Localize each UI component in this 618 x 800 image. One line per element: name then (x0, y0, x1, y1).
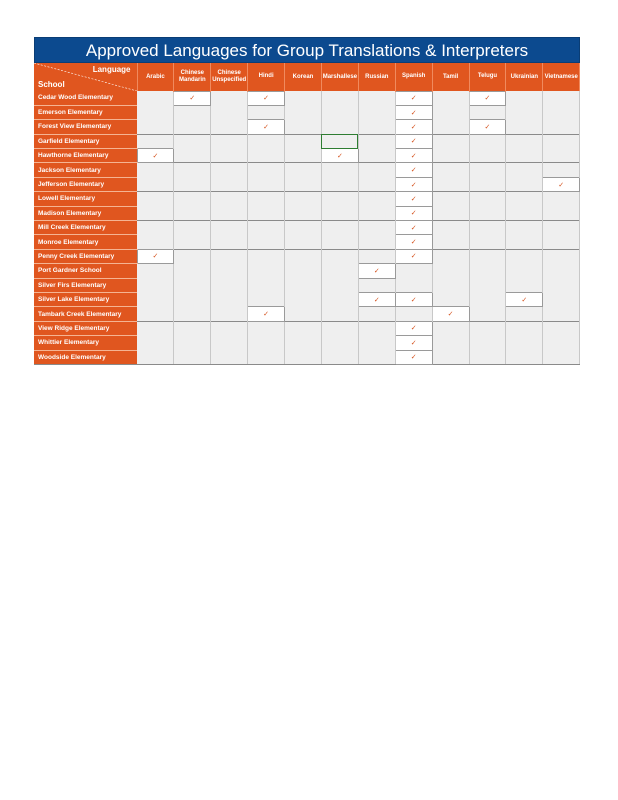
empty-cell[interactable] (248, 336, 285, 350)
empty-cell[interactable] (285, 336, 322, 350)
empty-cell[interactable] (211, 177, 248, 191)
empty-cell[interactable] (543, 264, 580, 278)
empty-cell[interactable] (248, 149, 285, 163)
empty-cell[interactable] (543, 221, 580, 235)
empty-cell[interactable] (285, 91, 322, 105)
empty-cell[interactable] (321, 307, 358, 321)
empty-cell[interactable] (358, 249, 395, 263)
empty-cell[interactable] (543, 91, 580, 105)
table-row (34, 192, 580, 206)
empty-cell[interactable] (137, 134, 174, 148)
empty-cell[interactable] (506, 235, 543, 249)
empty-cell[interactable] (432, 105, 469, 119)
empty-cell[interactable] (321, 105, 358, 119)
language-header[interactable]: Korean (285, 63, 322, 91)
empty-cell[interactable] (248, 350, 285, 364)
empty-cell[interactable] (432, 221, 469, 235)
empty-cell[interactable] (506, 91, 543, 105)
empty-cell[interactable] (248, 249, 285, 263)
approved-check-cell[interactable]: ✓ (432, 307, 469, 321)
empty-cell[interactable] (432, 278, 469, 292)
empty-cell[interactable] (174, 249, 211, 263)
empty-cell[interactable] (321, 206, 358, 220)
approved-check-cell[interactable]: ✓ (469, 120, 506, 134)
empty-cell[interactable] (358, 278, 395, 292)
empty-cell[interactable] (469, 149, 506, 163)
empty-cell[interactable] (211, 307, 248, 321)
empty-cell[interactable] (358, 350, 395, 364)
empty-cell[interactable] (285, 221, 322, 235)
empty-cell[interactable] (506, 105, 543, 119)
empty-cell[interactable] (285, 307, 322, 321)
empty-cell[interactable] (137, 91, 174, 105)
empty-cell[interactable] (358, 206, 395, 220)
header-row (34, 63, 580, 91)
language-header[interactable]: Chinese Mandarin (174, 63, 211, 91)
empty-cell[interactable] (469, 163, 506, 177)
school-name-cell[interactable]: Tambark Creek Elementary (34, 307, 137, 321)
approved-check-cell[interactable]: ✓ (395, 120, 432, 134)
empty-cell[interactable] (469, 292, 506, 306)
empty-cell[interactable] (358, 307, 395, 321)
approved-check-cell[interactable]: ✓ (395, 336, 432, 350)
empty-cell[interactable] (469, 192, 506, 206)
approved-check-cell[interactable]: ✓ (358, 292, 395, 306)
school-name-cell[interactable]: Madison Elementary (34, 206, 137, 220)
empty-cell[interactable] (174, 264, 211, 278)
approved-check-cell[interactable]: ✓ (248, 120, 285, 134)
empty-cell[interactable] (137, 105, 174, 119)
empty-cell[interactable] (358, 321, 395, 335)
school-name-cell[interactable]: Jackson Elementary (34, 163, 137, 177)
empty-cell[interactable] (211, 278, 248, 292)
empty-cell[interactable] (211, 235, 248, 249)
school-name-cell[interactable]: Hawthorne Elementary (34, 149, 137, 163)
empty-cell[interactable] (174, 177, 211, 191)
empty-cell[interactable] (174, 292, 211, 306)
sheet-title: Approved Languages for Group Translations & Interpreters (34, 37, 580, 63)
language-axis-label: Language (92, 65, 131, 74)
empty-cell[interactable] (211, 336, 248, 350)
empty-cell[interactable] (469, 307, 506, 321)
empty-cell[interactable] (248, 206, 285, 220)
empty-cell[interactable] (248, 163, 285, 177)
empty-cell[interactable] (174, 350, 211, 364)
empty-cell[interactable] (432, 249, 469, 263)
empty-cell[interactable] (174, 105, 211, 119)
empty-cell[interactable] (506, 249, 543, 263)
empty-cell[interactable] (137, 292, 174, 306)
empty-cell[interactable] (174, 163, 211, 177)
empty-cell[interactable] (174, 278, 211, 292)
empty-cell[interactable] (248, 321, 285, 335)
empty-cell[interactable] (321, 321, 358, 335)
empty-cell[interactable] (285, 163, 322, 177)
school-name-cell[interactable]: Forest View Elementary (34, 120, 137, 134)
empty-cell[interactable] (285, 249, 322, 263)
approved-check-cell[interactable]: ✓ (395, 149, 432, 163)
approved-check-cell[interactable]: ✓ (395, 192, 432, 206)
empty-cell[interactable] (174, 134, 211, 148)
empty-cell[interactable] (211, 192, 248, 206)
empty-cell[interactable] (543, 321, 580, 335)
empty-cell[interactable] (285, 206, 322, 220)
empty-cell[interactable] (432, 350, 469, 364)
empty-cell[interactable] (358, 120, 395, 134)
empty-cell[interactable] (211, 221, 248, 235)
empty-cell[interactable] (174, 149, 211, 163)
table-row (34, 134, 580, 148)
language-approval-sheet (34, 37, 580, 365)
school-name-cell[interactable]: View Ridge Elementary (34, 321, 137, 335)
empty-cell[interactable] (358, 134, 395, 148)
empty-cell[interactable] (211, 206, 248, 220)
approved-check-cell[interactable]: ✓ (395, 321, 432, 335)
empty-cell[interactable] (174, 307, 211, 321)
empty-cell[interactable] (285, 264, 322, 278)
empty-cell[interactable] (506, 264, 543, 278)
empty-cell[interactable] (211, 134, 248, 148)
empty-cell[interactable] (285, 278, 322, 292)
approved-check-cell[interactable]: ✓ (358, 264, 395, 278)
language-header[interactable]: Russian (358, 63, 395, 91)
school-name-cell[interactable]: Port Gardner School (34, 264, 137, 278)
empty-cell[interactable] (358, 177, 395, 191)
empty-cell[interactable] (358, 221, 395, 235)
school-axis-label: School (38, 80, 65, 89)
empty-cell[interactable] (543, 134, 580, 148)
school-name-cell[interactable]: Silver Firs Elementary (34, 278, 137, 292)
empty-cell[interactable] (211, 91, 248, 105)
empty-cell[interactable] (174, 321, 211, 335)
empty-cell[interactable] (469, 206, 506, 220)
empty-cell[interactable] (358, 163, 395, 177)
empty-cell[interactable] (321, 221, 358, 235)
table-row (34, 321, 580, 335)
empty-cell[interactable] (285, 177, 322, 191)
empty-cell[interactable] (469, 134, 506, 148)
empty-cell[interactable] (506, 336, 543, 350)
school-name-cell[interactable]: Mill Creek Elementary (34, 221, 137, 235)
empty-cell[interactable] (543, 350, 580, 364)
empty-cell[interactable] (285, 292, 322, 306)
empty-cell[interactable] (543, 105, 580, 119)
empty-cell[interactable] (285, 105, 322, 119)
school-name-cell[interactable]: Emerson Elementary (34, 105, 137, 119)
school-name-cell[interactable]: Whittier Elementary (34, 336, 137, 350)
table-row (34, 292, 580, 306)
empty-cell[interactable] (543, 192, 580, 206)
approved-check-cell[interactable]: ✓ (395, 221, 432, 235)
empty-cell[interactable] (358, 192, 395, 206)
empty-cell[interactable] (469, 221, 506, 235)
empty-cell[interactable] (543, 235, 580, 249)
empty-cell[interactable] (174, 120, 211, 134)
empty-cell[interactable] (506, 177, 543, 191)
approved-check-cell[interactable]: ✓ (469, 91, 506, 105)
school-name-cell[interactable]: Woodside Elementary (34, 350, 137, 364)
table-row (34, 249, 580, 263)
empty-cell[interactable] (543, 292, 580, 306)
empty-cell[interactable] (543, 307, 580, 321)
empty-cell[interactable] (211, 105, 248, 119)
empty-cell[interactable] (432, 149, 469, 163)
empty-cell[interactable] (248, 177, 285, 191)
table-body (34, 91, 580, 364)
language-header[interactable]: Arabic (137, 63, 174, 91)
approved-check-cell[interactable]: ✓ (395, 292, 432, 306)
empty-cell[interactable] (506, 120, 543, 134)
empty-cell[interactable] (321, 192, 358, 206)
empty-cell[interactable] (174, 221, 211, 235)
school-name-cell[interactable]: Garfield Elementary (34, 134, 137, 148)
empty-cell[interactable] (469, 235, 506, 249)
empty-cell[interactable] (321, 134, 358, 148)
table-row (34, 221, 580, 235)
approved-check-cell[interactable]: ✓ (395, 177, 432, 191)
empty-cell[interactable] (469, 321, 506, 335)
language-header[interactable]: Chinese Unspecified (211, 63, 248, 91)
empty-cell[interactable] (321, 120, 358, 134)
empty-cell[interactable] (137, 307, 174, 321)
empty-cell[interactable] (137, 192, 174, 206)
language-header[interactable]: Telugu (469, 63, 506, 91)
empty-cell[interactable] (432, 134, 469, 148)
approved-check-cell[interactable]: ✓ (395, 105, 432, 119)
empty-cell[interactable] (137, 350, 174, 364)
empty-cell[interactable] (211, 350, 248, 364)
empty-cell[interactable] (469, 105, 506, 119)
empty-cell[interactable] (248, 221, 285, 235)
empty-cell[interactable] (432, 264, 469, 278)
empty-cell[interactable] (432, 120, 469, 134)
approved-check-cell[interactable]: ✓ (395, 235, 432, 249)
approved-check-cell[interactable]: ✓ (248, 91, 285, 105)
empty-cell[interactable] (285, 192, 322, 206)
empty-cell[interactable] (137, 235, 174, 249)
empty-cell[interactable] (506, 278, 543, 292)
empty-cell[interactable] (543, 206, 580, 220)
table-row (34, 350, 580, 364)
empty-cell[interactable] (174, 206, 211, 220)
empty-cell[interactable] (137, 221, 174, 235)
empty-cell[interactable] (248, 134, 285, 148)
empty-cell[interactable] (506, 149, 543, 163)
empty-cell[interactable] (395, 307, 432, 321)
empty-cell[interactable] (248, 235, 285, 249)
empty-cell[interactable] (137, 120, 174, 134)
corner-header (34, 63, 137, 91)
empty-cell[interactable] (137, 264, 174, 278)
school-name-cell[interactable]: Monroe Elementary (34, 235, 137, 249)
empty-cell[interactable] (321, 177, 358, 191)
table-row (34, 278, 580, 292)
table-row (34, 149, 580, 163)
empty-cell[interactable] (506, 307, 543, 321)
language-header[interactable]: Hindi (248, 63, 285, 91)
approved-check-cell[interactable]: ✓ (543, 177, 580, 191)
empty-cell[interactable] (174, 336, 211, 350)
table-row (34, 91, 580, 105)
empty-cell[interactable] (211, 264, 248, 278)
school-name-cell[interactable]: Lowell Elementary (34, 192, 137, 206)
empty-cell[interactable] (321, 336, 358, 350)
empty-cell[interactable] (285, 149, 322, 163)
empty-cell[interactable] (321, 292, 358, 306)
empty-cell[interactable] (506, 134, 543, 148)
empty-cell[interactable] (137, 163, 174, 177)
empty-cell[interactable] (285, 120, 322, 134)
empty-cell[interactable] (432, 206, 469, 220)
empty-cell[interactable] (543, 336, 580, 350)
table-row (34, 177, 580, 191)
approved-check-cell[interactable]: ✓ (395, 91, 432, 105)
approved-check-cell[interactable]: ✓ (395, 163, 432, 177)
empty-cell[interactable] (469, 249, 506, 263)
empty-cell[interactable] (506, 221, 543, 235)
empty-cell[interactable] (358, 91, 395, 105)
approved-check-cell[interactable]: ✓ (506, 292, 543, 306)
empty-cell[interactable] (137, 321, 174, 335)
empty-cell[interactable] (137, 177, 174, 191)
language-header[interactable]: Spanish (395, 63, 432, 91)
empty-cell[interactable] (248, 292, 285, 306)
language-header[interactable]: Tamil (432, 63, 469, 91)
empty-cell[interactable] (211, 163, 248, 177)
empty-cell[interactable] (321, 278, 358, 292)
empty-cell[interactable] (432, 292, 469, 306)
empty-cell[interactable] (432, 177, 469, 191)
approved-check-cell[interactable]: ✓ (395, 206, 432, 220)
empty-cell[interactable] (248, 105, 285, 119)
empty-cell[interactable] (211, 120, 248, 134)
approved-check-cell[interactable]: ✓ (395, 350, 432, 364)
empty-cell[interactable] (358, 105, 395, 119)
empty-cell[interactable] (432, 163, 469, 177)
empty-cell[interactable] (137, 278, 174, 292)
empty-cell[interactable] (469, 264, 506, 278)
empty-cell[interactable] (285, 235, 322, 249)
empty-cell[interactable] (248, 192, 285, 206)
empty-cell[interactable] (137, 206, 174, 220)
empty-cell[interactable] (321, 163, 358, 177)
approved-check-cell[interactable]: ✓ (248, 307, 285, 321)
empty-cell[interactable] (432, 336, 469, 350)
empty-cell[interactable] (395, 278, 432, 292)
empty-cell[interactable] (358, 235, 395, 249)
approved-check-cell[interactable]: ✓ (321, 149, 358, 163)
table-row (34, 307, 580, 321)
empty-cell[interactable] (321, 91, 358, 105)
approved-check-cell[interactable]: ✓ (137, 149, 174, 163)
empty-cell[interactable] (211, 149, 248, 163)
empty-cell[interactable] (543, 149, 580, 163)
school-name-cell[interactable]: Jefferson Elementary (34, 177, 137, 191)
table-row (34, 163, 580, 177)
school-name-cell[interactable]: Silver Lake Elementary (34, 292, 137, 306)
empty-cell[interactable] (506, 163, 543, 177)
empty-cell[interactable] (469, 350, 506, 364)
empty-cell[interactable] (211, 321, 248, 335)
table-row (34, 264, 580, 278)
empty-cell[interactable] (285, 134, 322, 148)
empty-cell[interactable] (543, 120, 580, 134)
empty-cell[interactable] (506, 350, 543, 364)
empty-cell[interactable] (321, 235, 358, 249)
empty-cell[interactable] (248, 278, 285, 292)
empty-cell[interactable] (432, 235, 469, 249)
empty-cell[interactable] (543, 163, 580, 177)
school-name-cell[interactable]: Penny Creek Elementary (34, 249, 137, 263)
empty-cell[interactable] (469, 177, 506, 191)
empty-cell[interactable] (321, 249, 358, 263)
language-header[interactable]: Ukrainian (506, 63, 543, 91)
table-row (34, 206, 580, 220)
empty-cell[interactable] (506, 206, 543, 220)
table-row (34, 336, 580, 350)
table-row (34, 105, 580, 119)
empty-cell[interactable] (506, 192, 543, 206)
empty-cell[interactable] (469, 336, 506, 350)
empty-cell[interactable] (285, 321, 322, 335)
language-header[interactable]: Vietnamese (543, 63, 580, 91)
empty-cell[interactable] (469, 278, 506, 292)
empty-cell[interactable] (248, 264, 285, 278)
empty-cell[interactable] (432, 192, 469, 206)
empty-cell[interactable] (174, 192, 211, 206)
empty-cell[interactable] (543, 249, 580, 263)
language-header[interactable]: Marshallese (321, 63, 358, 91)
approved-check-cell[interactable]: ✓ (137, 249, 174, 263)
approved-check-cell[interactable]: ✓ (395, 249, 432, 263)
approved-check-cell[interactable]: ✓ (174, 91, 211, 105)
empty-cell[interactable] (174, 235, 211, 249)
empty-cell[interactable] (432, 91, 469, 105)
language-table (34, 63, 580, 365)
empty-cell[interactable] (432, 321, 469, 335)
empty-cell[interactable] (543, 278, 580, 292)
empty-cell[interactable] (137, 336, 174, 350)
empty-cell[interactable] (285, 350, 322, 364)
empty-cell[interactable] (211, 292, 248, 306)
empty-cell[interactable] (395, 264, 432, 278)
empty-cell[interactable] (506, 321, 543, 335)
empty-cell[interactable] (211, 249, 248, 263)
table-row (34, 120, 580, 134)
empty-cell[interactable] (358, 336, 395, 350)
table-row (34, 235, 580, 249)
empty-cell[interactable] (358, 149, 395, 163)
approved-check-cell[interactable]: ✓ (395, 134, 432, 148)
school-name-cell[interactable]: Cedar Wood Elementary (34, 91, 137, 105)
empty-cell[interactable] (321, 350, 358, 364)
empty-cell[interactable] (321, 264, 358, 278)
